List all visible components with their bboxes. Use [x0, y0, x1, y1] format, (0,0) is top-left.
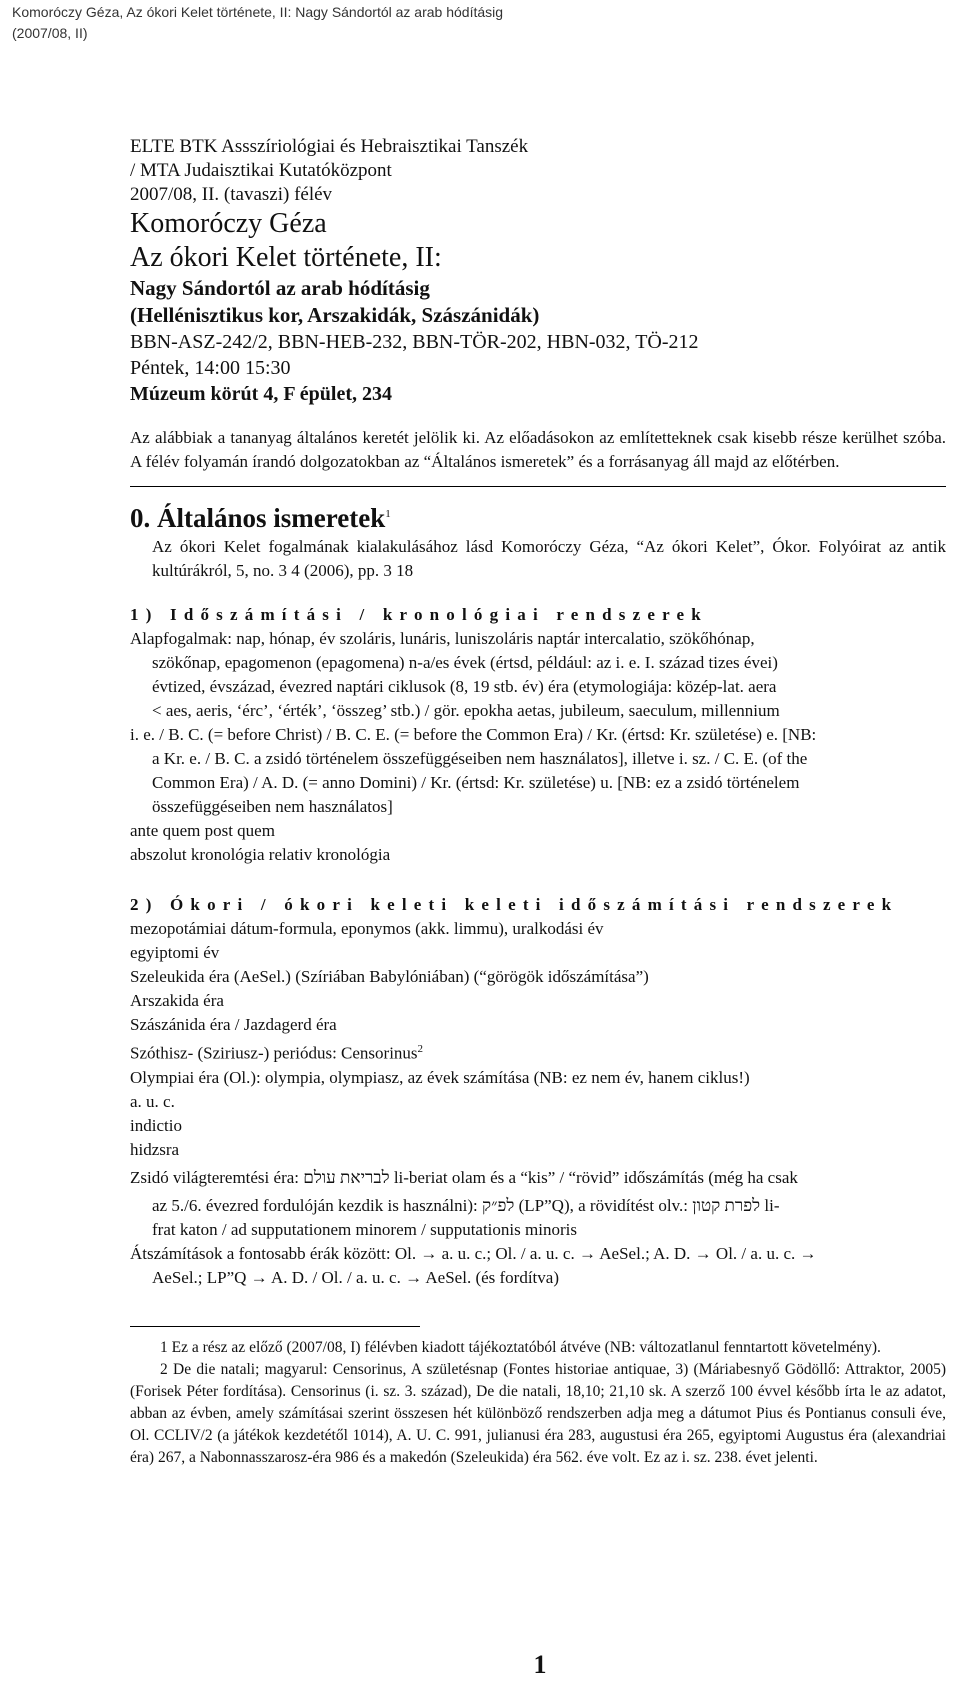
footnote-2: 2 De die natali; magyarul: Censorinus, A születésnap (Fontes historiae antiquae, 3) (Máriabesnyő Gödöllő: Attraktor, 2005) (Forisek Péter fordítása). Censorinus (i. sz. 3. század), De die natali, 18,10; 21,10 sk. A szerző 100 évvel később írta le az adatot, abban az évben, amely számításai szerint összesen hét különböző rendszerben adja meg a dátumot Pius és Pontianus consuli éve, Ol. CCLIV/2 (a játékok kezdetétől 1014), A. U. C. 991, julianusi éra 283, augustusi éra 265, egyiptomi Augustus éra (alexandriai éra) 267, a Nabonnasszarosz-éra 986 és a makedón (Szeleukida) éra 562. éve volt. Ez az i. sz. 238. évet jelenti.	[130, 1360, 946, 1466]
course-title-2: Nagy Sándortól az arab hódításig	[130, 276, 430, 300]
section-1-line: abszolut kronológia relativ kronológia	[130, 845, 391, 864]
course-subtitle: (Hellénisztikus kor, Arszakidák, Szászánidák)	[130, 303, 540, 327]
section-0-heading	[130, 497, 946, 535]
section-1-line: ante quem post quem	[130, 821, 275, 840]
section-2-line: frat katon / ad supputationem minorem / supputationis minoris	[152, 1219, 577, 1239]
section-1-line: i. e. / B. C. (= before Christ) / B. C. E. (= before the Common Era) / Kr. (értsd: Kr. születése) e. [NB:	[130, 725, 817, 744]
section-1-line: < aes, aeris, ‘érc’, ‘érték’, ‘összeg’ stb.) / gör. epokha aetas, jubileum, saeculum, millennium	[152, 701, 780, 720]
section-2-line-hebrew: Zsidó világteremtési éra: לבריאת עולם li-beriat olam és a “kis” / “rövid” időszámítás (még ha csak	[130, 1167, 798, 1187]
running-header	[12, 2, 503, 44]
section-2-line: Szászánida éra / Jazdagerd éra	[130, 1015, 337, 1034]
section-2-title: 2) Ókori / ókori keleti keleti időszámítási rendszerek	[130, 895, 899, 914]
footnote-separator	[130, 1326, 420, 1327]
section-2-line: Átszámítások a fontosabb érák között: Ol. → a. u. c.; Ol. / a. u. c. → AeSel.; A. D. → Ol. / a. u. c. →	[130, 1243, 817, 1263]
department-line-1: ELTE BTK Assszíriológiai és Hebraisztikai Tanszék	[130, 136, 529, 157]
section-2-line: a. u. c.	[130, 1091, 175, 1111]
running-header-line2: (2007/08, II)	[12, 25, 88, 41]
section-2-body	[130, 917, 946, 1290]
course-time: Péntek, 14:00 15:30	[130, 357, 291, 379]
section-2-line-censorinus: Szóthisz- (Sziriusz-) periódus: Censorinus$^2$	[130, 1043, 424, 1063]
section-2-line: Arszakida éra	[130, 991, 224, 1010]
section-2-line: az 5./6. évezred fordulóján kezdik is használni): לפ״ק (LP”Q), a rövidítést olv.: לפרת קטון li-	[152, 1195, 780, 1215]
intro-paragraph: Az alábbiak a tananyag általános keretét jelölik ki. Az előadásokon az említetteknek csak kisebb része kerülhet szóba. A félév folyamán írandó dolgozatokban az “Általános ismeretek” és a forrásanyag áll majd az előtérben.	[130, 428, 946, 471]
running-header-line1: Komoróczy Géza, Az ókori Kelet története, II: Nagy Sándortól az arab hódításig	[12, 4, 504, 20]
section-0-text: Az ókori Kelet fogalmának kialakulásához lásd Komoróczy Géza, “Az ókori Kelet”, Ókor. Folyóirat az antik kultúrákról, 5, no. 3 4 (2006), pp. 3 18	[152, 537, 946, 580]
page-number: 1	[533, 1650, 547, 1679]
footnote-ref-2[interactable]: 2	[417, 1043, 424, 1055]
section-1-line: évtized, évszázad, évezred naptári ciklusok (8, 19 stb. év) éra (etymologiája: közép-lat. aera	[152, 677, 777, 696]
section-2-line: indictio	[130, 1115, 182, 1135]
course-header	[130, 135, 946, 408]
section-1-title: 1) Időszámítási / kronológiai rendszerek	[130, 605, 708, 624]
footnote-1: 1 Ez a rész az előző (2007/08, I) félévben kiadott tájékoztatóból átvéve (NB: változatlanul fenntartott követelmény).	[160, 1338, 881, 1356]
section-1-line: Common Era) / A. D. (= anno Domini) / Kr. (értsd: Kr. születése) u. [NB: ez a zsidó történelem	[152, 773, 800, 792]
section-divider	[130, 486, 946, 487]
section-1-line: a Kr. e. / B. C. a zsidó történelem összefüggéseiben nem használatos], illetve i. sz. / C. E. (of the	[152, 749, 808, 768]
footnotes	[130, 1337, 946, 1469]
footnote-ref-1[interactable]: 1	[385, 508, 391, 520]
section-0-title: 0. Általános ismeretek	[130, 503, 386, 533]
section-2-line: mezopotámiai dátum-formula, eponymos (akk. limmu), uralkodási év	[130, 919, 604, 938]
department-line-2: / MTA Judaisztikai Kutatóközpont	[130, 160, 392, 181]
section-2-line: AeSel.; LP”Q → A. D. / Ol. / a. u. c. → AeSel. (és fordítva)	[152, 1267, 559, 1287]
section-1-line: összefüggéseiben nem használatos]	[152, 797, 393, 816]
document-page	[130, 135, 946, 1469]
section-2-line: Szeleukida éra (AeSel.) (Szíriában Babylóniában) (“görögök időszámítása”)	[130, 967, 649, 986]
section-2-line: egyiptomi év	[130, 943, 220, 962]
section-1-body	[130, 627, 946, 867]
author-name: Komoróczy Géza	[130, 208, 327, 239]
section-2-line: Olympiai éra (Ol.): olympia, olympiasz, az évek számítása (NB: ez nem év, hanem ciklus!)	[130, 1067, 750, 1087]
section-1-line: szökőnap, epagomenon (epagomena) n-a/es évek (értsd, például: az i. e. I. század tizes évei)	[152, 653, 778, 672]
course-codes: BBN-ASZ-242/2, BBN-HEB-232, BBN-TÖR-202, HBN-032, TÖ-212	[130, 331, 699, 353]
section-2-line: hidzsra	[130, 1139, 180, 1159]
semester: 2007/08, II. (tavaszi) félév	[130, 184, 333, 205]
course-location: Múzeum körút 4, F épület, 234	[130, 383, 393, 405]
section-1-line: Alapfogalmak: nap, hónap, év szoláris, lunáris, luniszoláris naptár intercalatio, szökőhónap,	[130, 629, 755, 648]
course-title: Az ókori Kelet története, II:	[130, 242, 442, 273]
